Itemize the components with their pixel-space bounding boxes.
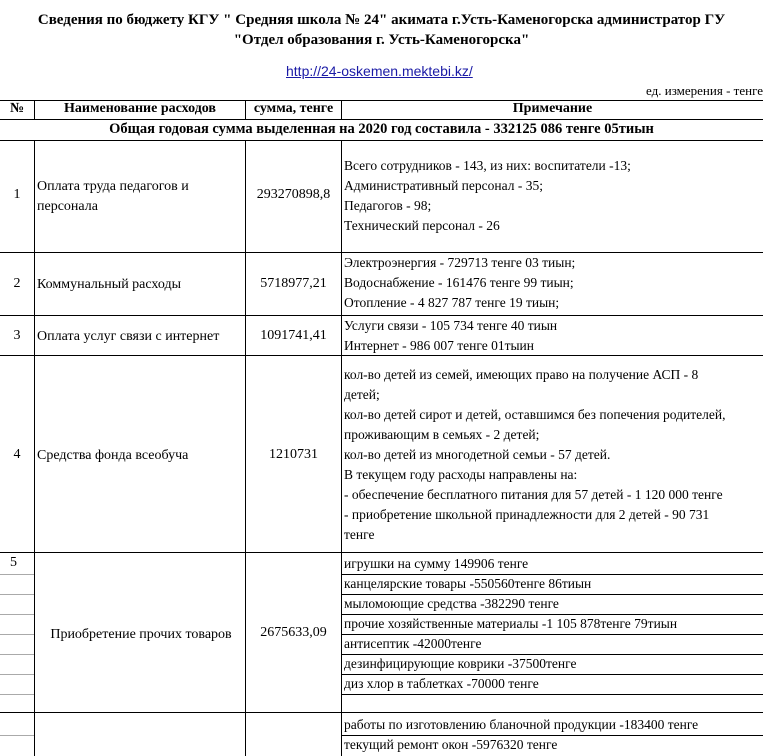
row-4-name: Средства фонда всеобуча xyxy=(37,448,189,463)
row-6-note: текущий ремонт окон -5976320 тенге xyxy=(344,737,558,752)
row-1-name: Оплата труда педагогов и персонала xyxy=(37,179,189,214)
row-4-note: тенге xyxy=(344,527,375,542)
row-4-note: - обеспечение бесплатного питания для 57 детей - 1 120 000 тенге xyxy=(344,487,723,502)
row-2-amount: 5718977,21 xyxy=(260,276,327,291)
column-header-name: Наименование расходов xyxy=(63,101,216,116)
row-5-num: 5 xyxy=(10,555,17,570)
table-border xyxy=(0,552,763,553)
row-1-note: Педагогов - 98; xyxy=(344,198,432,213)
row-3-num: 3 xyxy=(13,328,21,343)
row-2-name: Коммунальный расходы xyxy=(37,277,182,292)
row-4-note: проживающим в семьях - 2 детей; xyxy=(344,427,540,442)
row-5-note: игрушки на сумму 149906 тенге xyxy=(344,556,529,571)
column-header-num: № xyxy=(9,101,25,116)
row-3-name: Оплата услуг связи с интернет xyxy=(37,329,220,344)
table-border xyxy=(0,315,763,316)
table-border xyxy=(0,119,763,120)
row-1-note: Административный персонал - 35; xyxy=(344,178,543,193)
row-4-amount: 1210731 xyxy=(269,447,318,462)
row-5-note: мыломоющие средства -382290 тенге xyxy=(344,596,559,611)
annual-total: Общая годовая сумма выделенная на 2020 год составила - 332125 086 тенге 05тиын xyxy=(109,121,654,137)
column-header-note: Примечание xyxy=(512,101,593,116)
row-1-note: Технический персонал - 26 xyxy=(344,218,500,233)
row-5-note: диз хлор в таблетках -70000 тенге xyxy=(344,676,539,691)
row-2-note: Отопление - 4 827 787 тенге 19 тиын; xyxy=(344,295,560,310)
units-label: ед. измерения - тенге xyxy=(646,83,763,98)
row-5-note: дезинфицирующие коврики -37500тенге xyxy=(344,656,577,671)
table-border xyxy=(0,140,763,141)
school-website-link[interactable]: http://24-oskemen.mektebi.kz/ xyxy=(286,63,473,79)
row-5-note: канцелярские товары -550560тенге 86тиын xyxy=(344,576,592,591)
row-6-note: работы по изготовлению бланочной продукции -183400 тенге xyxy=(344,717,699,732)
row-5-name: Приобретение прочих товаров xyxy=(50,627,232,642)
document-title-line2: "Отдел образования г. Усть-Каменогорска" xyxy=(233,32,530,48)
row-2-num: 2 xyxy=(13,276,21,291)
row-3-amount: 1091741,41 xyxy=(260,328,327,343)
table-border xyxy=(0,100,763,101)
row-5-amount: 2675633,09 xyxy=(260,625,327,640)
row-1-note: Всего сотрудников - 143, из них: воспитатели -13; xyxy=(344,158,631,173)
table-border xyxy=(0,355,763,356)
row-3-note: Услуги связи - 105 734 тенге 40 тиын xyxy=(344,318,558,333)
row-4-note: кол-во детей из семей, имеющих право на получение АСП - 8 xyxy=(344,367,699,382)
row-2-note: Водоснабжение - 161476 тенге 99 тиын; xyxy=(344,275,574,290)
table-border xyxy=(0,252,763,253)
row-3-note: Интернет - 986 007 тенге 01тыин xyxy=(344,338,534,353)
document-title-line1: Сведения по бюджету КГУ " Средняя школа № 24" акимата г.Усть-Каменогорска администратор ГУ xyxy=(37,12,726,28)
row-4-note: - приобретение школьной принадлежности для 2 детей - 90 731 xyxy=(344,507,710,522)
row-1-amount: 293270898,8 xyxy=(256,187,331,202)
row-4-note: В текущем году расходы направлены на: xyxy=(344,467,578,482)
row-4-note: кол-во детей сирот и детей, оставшимся без попечения родителей, xyxy=(344,407,726,422)
row-4-note: детей; xyxy=(344,387,380,402)
column-header-amount: сумма, тенге xyxy=(253,101,334,116)
row-5-note: антисептик -42000тенге xyxy=(344,636,482,651)
table-border xyxy=(0,712,763,713)
row-4-num: 4 xyxy=(13,447,21,462)
row-1-num: 1 xyxy=(13,187,21,202)
row-5-note: прочие хозяйственные материалы -1 105 878тенге 79тиын xyxy=(344,616,678,631)
row-2-note: Электроэнергия - 729713 тенге 03 тиын; xyxy=(344,255,576,270)
row-4-note: кол-во детей из многодетной семьи - 57 детей. xyxy=(344,447,611,462)
